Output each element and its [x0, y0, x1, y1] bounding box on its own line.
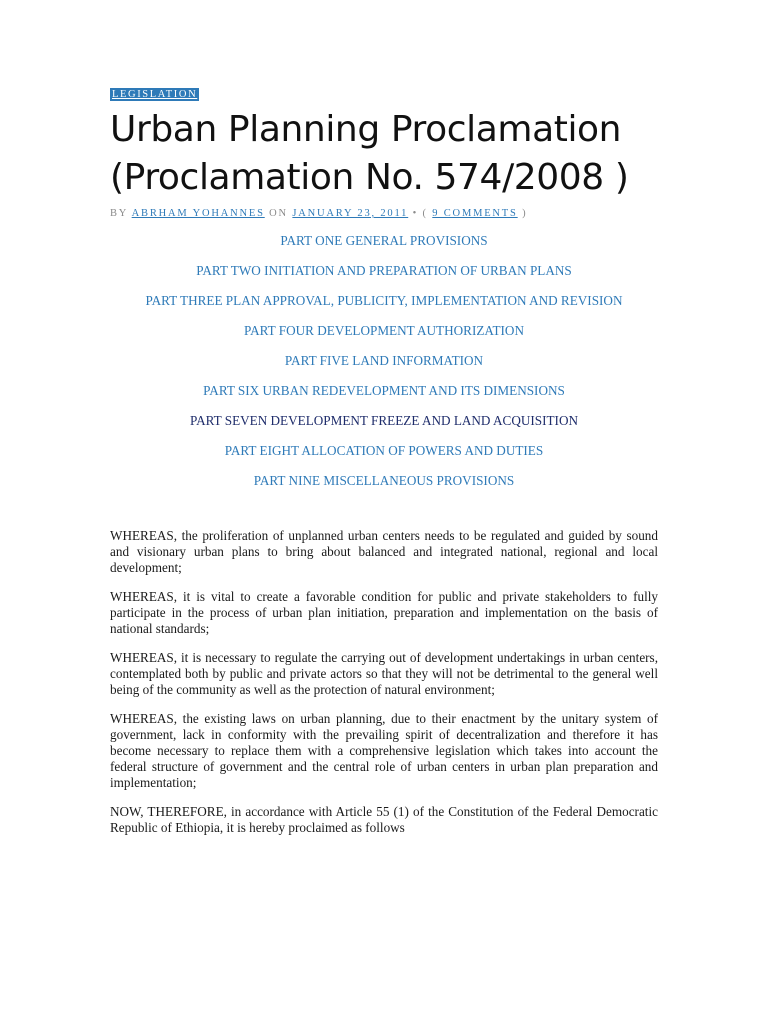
category-tag-legislation[interactable]: LEGISLATION	[112, 89, 198, 100]
preamble-paragraph: WHEREAS, it is necessary to regulate the carrying out of development undertakings in urban centers, contemplated both by public and private actors so that they will not be detrimental to the general well being of the community as well as the protection of natural environment;	[110, 650, 658, 697]
preamble-paragraph: WHEREAS, the proliferation of unplanned urban centers needs to be regulated and guided by sound and visionary urban plans to bring about balanced and integrated national, regional and local development;	[110, 528, 658, 575]
page-title	[110, 106, 658, 202]
toc-part-nine[interactable]: PART NINE MISCELLANEOUS PROVISIONS	[253, 473, 515, 488]
byline-by: BY	[110, 208, 128, 219]
toc-part-seven[interactable]: PART SEVEN DEVELOPMENT FREEZE AND LAND ACQUISITION	[189, 413, 578, 428]
toc-part-six[interactable]: PART SIX URBAN REDEVELOPMENT AND ITS DIMENSIONS	[203, 383, 565, 398]
title-line-1: Urban Planning Proclamation	[110, 109, 622, 150]
proclamation-clause: NOW, THEREFORE, in accordance with Article 55 (1) of the Constitution of the Federal Democratic Republic of Ethiopia, it is hereby proclaimed as follows	[110, 804, 658, 835]
author-link[interactable]: ABRHAM YOHANNES	[131, 208, 265, 219]
toc-part-four[interactable]: PART FOUR DEVELOPMENT AUTHORIZATION	[244, 323, 524, 338]
byline-separator: • (	[412, 208, 428, 219]
preamble-paragraph: WHEREAS, it is vital to create a favorable condition for public and private stakeholders to fully participate in the process of urban plan initiation, preparation and implementation on the basis of national standards;	[110, 589, 658, 636]
preamble	[110, 528, 658, 836]
byline-on: ON	[269, 208, 288, 219]
date-link[interactable]: JANUARY 23, 2011	[292, 208, 409, 219]
title-line-2: (Proclamation No. 574/2008 )	[110, 157, 629, 198]
table-of-contents	[110, 233, 658, 488]
byline	[110, 208, 658, 219]
toc-part-three[interactable]: PART THREE PLAN APPROVAL, PUBLICITY, IMPLEMENTATION AND REVISION	[145, 293, 623, 308]
toc-part-eight[interactable]: PART EIGHT ALLOCATION OF POWERS AND DUTIES	[224, 443, 544, 458]
comments-link[interactable]: 9 COMMENTS	[432, 208, 518, 219]
toc-part-two[interactable]: PART TWO INITIATION AND PREPARATION OF URBAN PLANS	[196, 263, 572, 278]
preamble-paragraph: WHEREAS, the existing laws on urban planning, due to their enactment by the unitary system of government, lack in conformity with the prevailing spirit of decentralization and therefore it has become necessary to replace them with a comprehensive legislation which takes into account the federal structure of government and the central role of urban centers in urban plan preparation and implementation;	[110, 711, 658, 790]
toc-part-five[interactable]: PART FIVE LAND INFORMATION	[284, 353, 484, 368]
byline-close: )	[522, 208, 528, 219]
toc-part-one[interactable]: PART ONE GENERAL PROVISIONS	[280, 233, 488, 248]
